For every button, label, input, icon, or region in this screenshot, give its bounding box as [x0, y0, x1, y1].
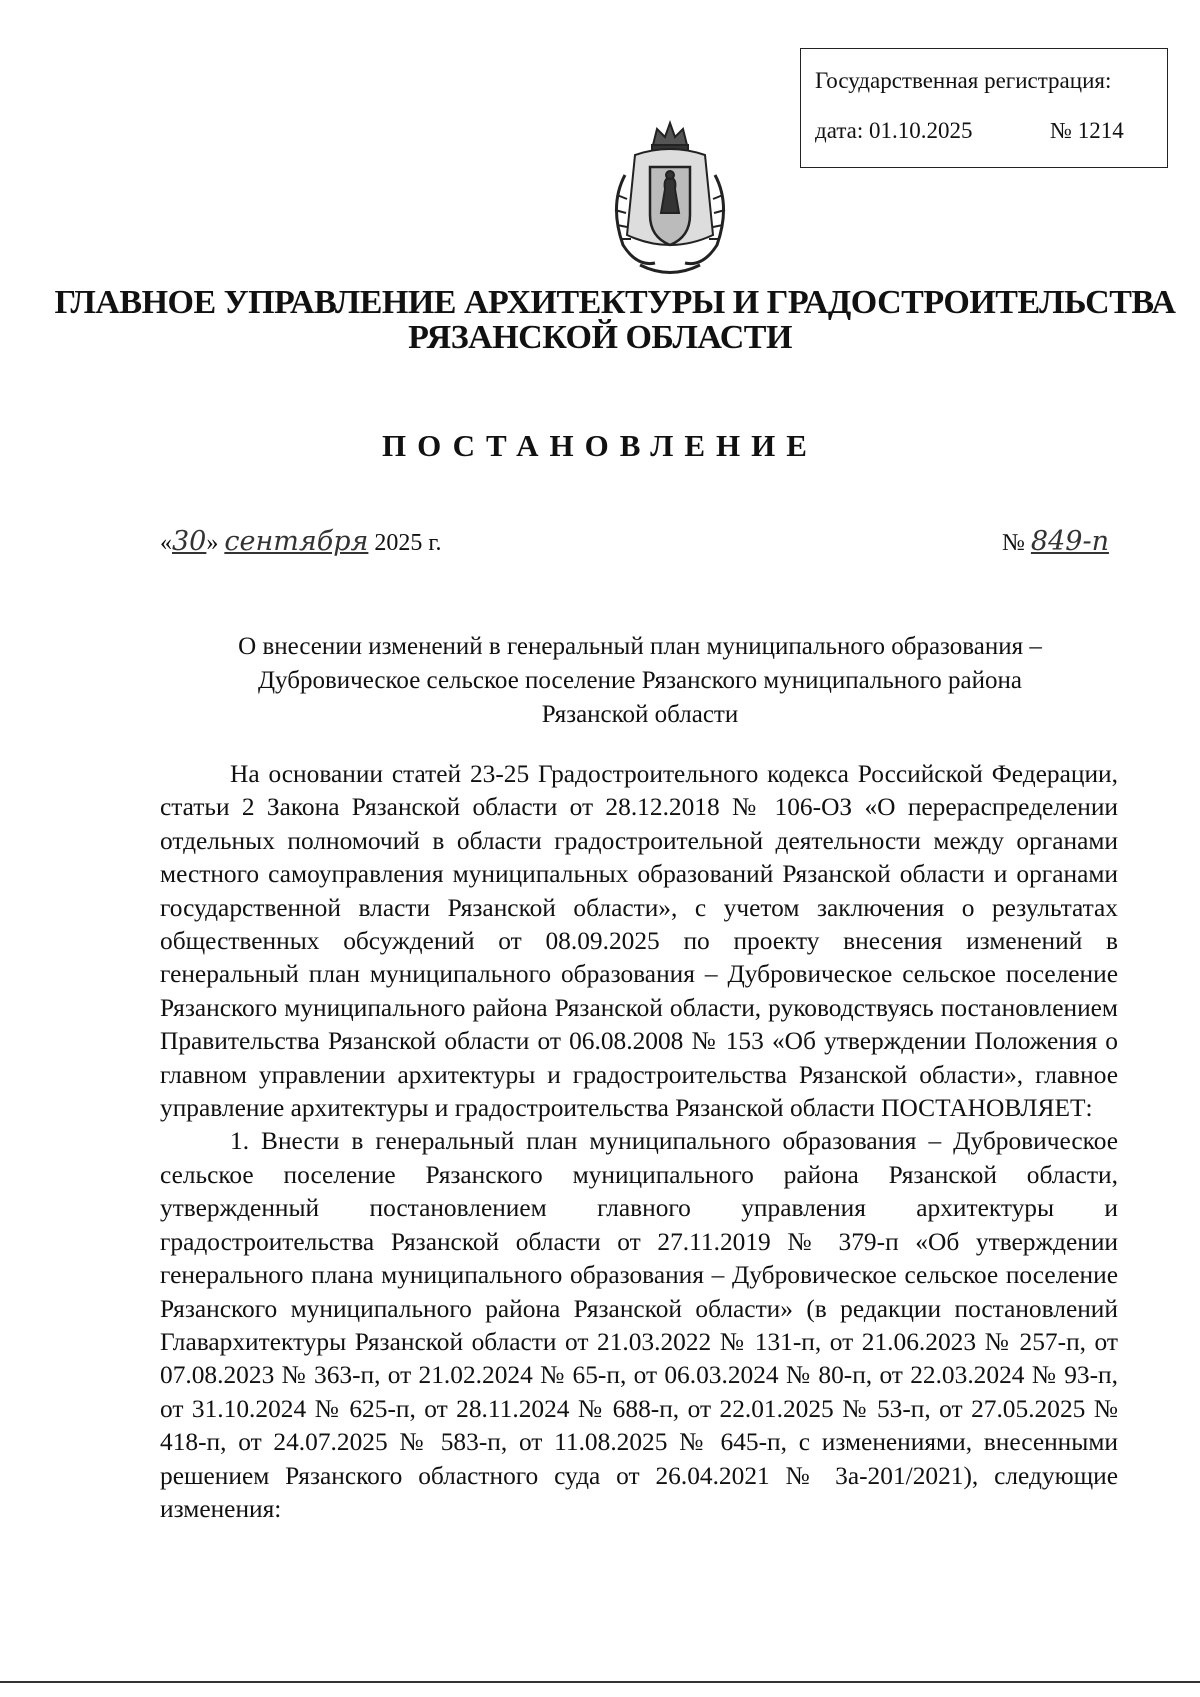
- coat-of-arms-icon: [595, 115, 745, 285]
- date-month-handwritten: сентября: [224, 526, 369, 557]
- document-body: [160, 758, 1118, 1526]
- page-edge-divider: [0, 1681, 1200, 1683]
- number-value-handwritten: 849-п: [1030, 526, 1109, 557]
- registration-stamp: [800, 48, 1168, 168]
- registration-title: Государственная регистрация:: [815, 68, 1112, 93]
- organization-title-line2: РЯЗАНСКОЙ ОБЛАСТИ: [408, 319, 792, 356]
- document-type: ПОСТАНОВЛЕНИЕ: [382, 428, 818, 463]
- registration-date: дата: 01.10.2025: [815, 118, 973, 143]
- organization-title-line1: ГЛАВНОЕ УПРАВЛЕНИЕ АРХИТЕКТУРЫ И ГРАДОСТРОИТЕЛЬСТВА: [54, 284, 1176, 321]
- subject-line1: О внесении изменений в генеральный план муниципального образования –: [238, 633, 1042, 660]
- date-day-handwritten: 30: [172, 526, 207, 557]
- document-date: [160, 526, 442, 557]
- date-year: 2025 г.: [374, 530, 442, 556]
- body-paragraph-1: На основании статей 23-25 Градостроительного кодекса Российской Федерации, статьи 2 Закона Рязанской области от 28.12.2018 № 106-ОЗ «О перераспределении отдельных полномочий в области градостроительной деятельности между органами местного самоуправления муниципальных образований Рязанской области и органами государственной власти Рязанской области», с учетом заключения о результатах общественных обсуждений от 08.09.2025 по проекту внесения изменений в генеральный план муниципального образования – Дубровическое сельское поселение Рязанского муниципального района Рязанской области, руководствуясь постановлением Правительства Рязанской области от 06.08.2008 № 153 «Об утверждении Положения о главном управлении архитектуры и градостроительства Рязанской области», главное управление архитектуры и градостроительства Рязанской области ПОСТАНОВЛЯЕТ:: [160, 760, 1118, 1123]
- date-close-quote: »: [206, 530, 219, 556]
- document-subject: [160, 630, 1120, 732]
- body-paragraph-2: 1. Внести в генеральный план муниципального образования – Дубровическое сельское поселение Рязанского муниципального района Рязанской области, утвержденный постановлением главного управления архитектуры и градостроительства Рязанской области от 27.11.2019 № 379-п «Об утверждении генерального плана муниципального образования – Дубровическое сельское поселение Рязанского муниципального района Рязанской области» (в редакции постановлений Главархитектуры Рязанской области от 21.03.2022 № 131-п, от 21.06.2023 № 257-п, от 07.08.2023 № 363-п, от 21.02.2024 № 65-п, от 06.03.2024 № 80-п, от 22.03.2024 № 93-п, от 31.10.2024 № 625-п, от 28.11.2024 № 688-п, от 22.01.2025 № 53-п, от 27.05.2025 № 418-п, от 24.07.2025 № 583-п, от 11.08.2025 № 645-п, с изменениями, внесенными решением Рязанского областного суда от 26.04.2021 № 3а-201/2021), следующие изменения:: [160, 1127, 1118, 1523]
- document-number: [1002, 526, 1109, 557]
- subject-line3: Рязанской области: [541, 701, 739, 728]
- subject-line2: Дубровическое сельское поселение Рязанского муниципального района: [258, 667, 1022, 694]
- date-open-quote: «: [160, 530, 172, 556]
- registration-number: № 1214: [1050, 118, 1124, 143]
- number-label: №: [1002, 530, 1025, 556]
